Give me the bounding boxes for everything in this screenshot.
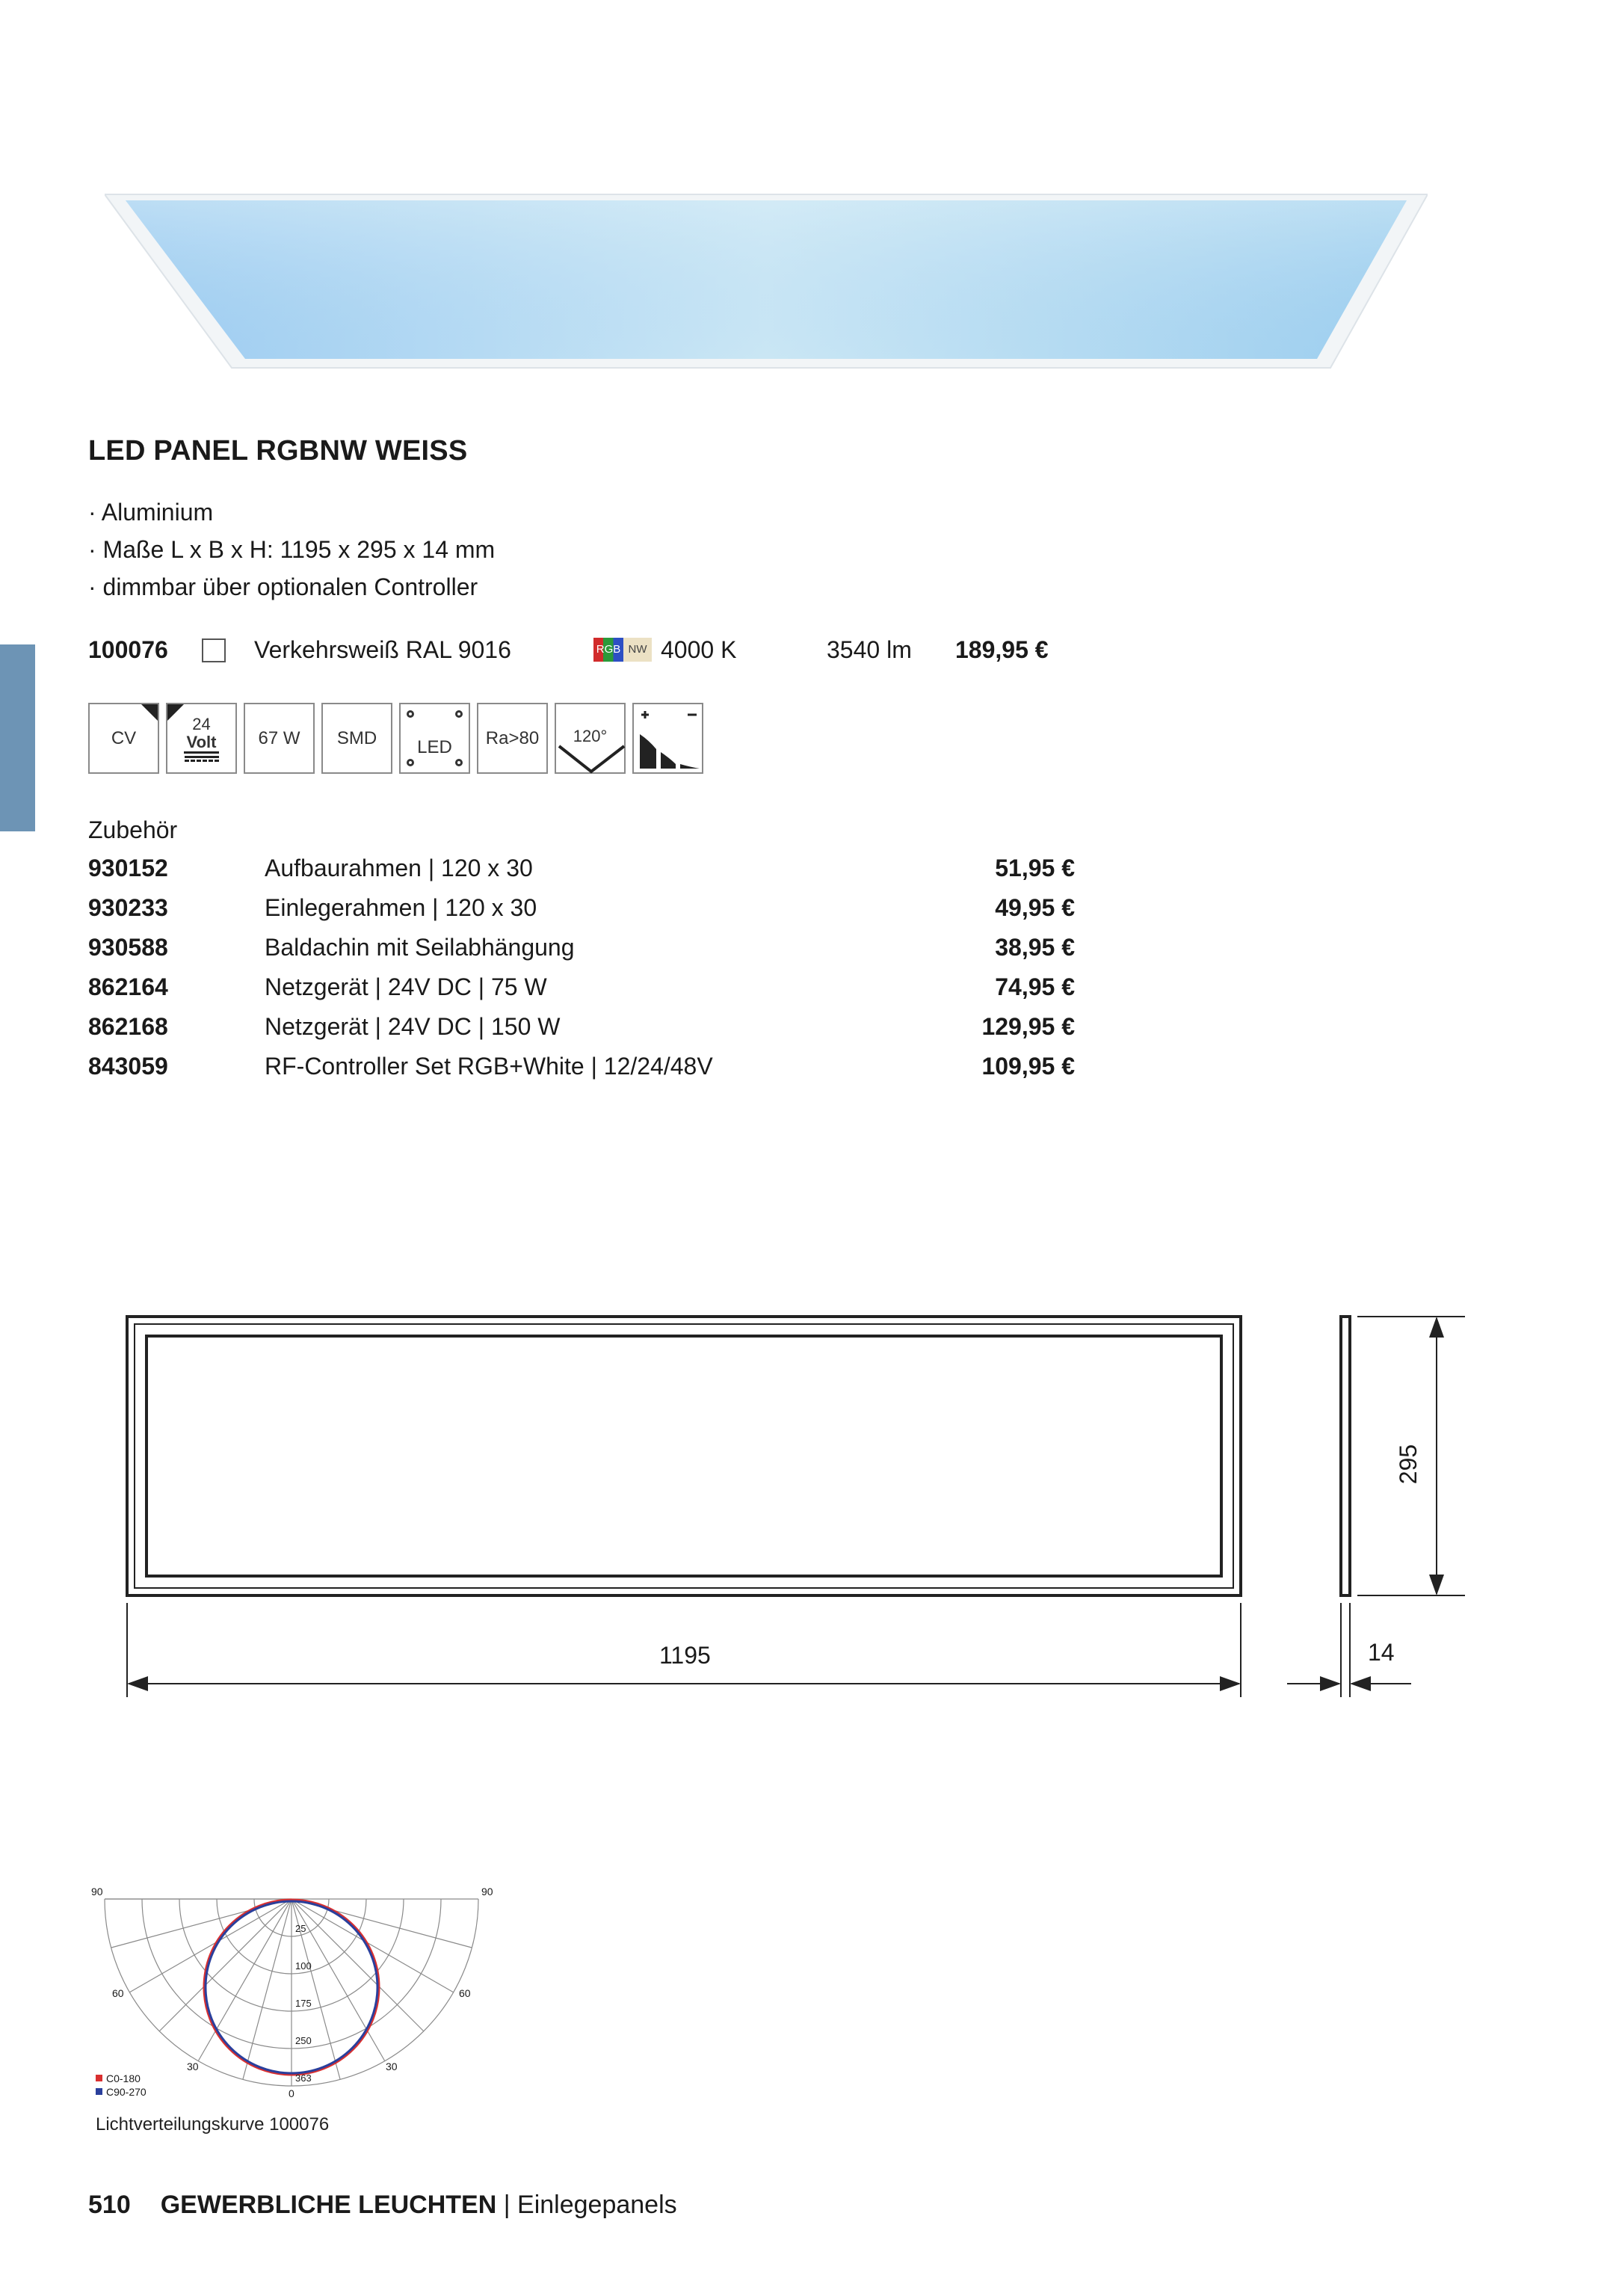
table-row: 862168 Netzgerät | 24V DC | 150 W 129,95 € — [88, 1013, 1075, 1040]
radial-label: 363 — [295, 2072, 312, 2084]
accessories-table — [88, 849, 1075, 1086]
color-temperature: 4000 K — [661, 636, 737, 663]
table-row: 843059 RF-Controller Set RGB+White | 12/24/48V 109,95 € — [88, 1053, 1075, 1080]
table-row: 930588 Baldachin mit Seilabhängung 38,95 € — [88, 934, 1075, 961]
legend-label: C90-270 — [106, 2086, 146, 2098]
rgbnw-badge — [593, 638, 652, 662]
nw-badge: NW — [623, 638, 652, 662]
product-title: LED PANEL RGBNW WEISS — [88, 435, 468, 467]
radial-label: 250 — [295, 2035, 312, 2046]
radial-label: 175 — [295, 1998, 312, 2009]
variant-row — [88, 631, 1060, 668]
led-icon: LED — [399, 703, 470, 774]
dimension-width: 295 — [1395, 1444, 1422, 1485]
dimension-length: 1195 — [659, 1642, 711, 1669]
page-number: 510 — [88, 2191, 131, 2219]
angle-label: 60 — [459, 1987, 471, 1999]
price: 189,95 € — [955, 636, 1049, 663]
smd-icon: SMD — [321, 703, 392, 774]
angle-label: 90 — [481, 1886, 493, 1898]
rgb-badge: RGB — [593, 638, 623, 662]
footer-separator: | — [496, 2191, 518, 2219]
radial-label: 25 — [295, 1923, 306, 1934]
angle-label: 30 — [386, 2060, 398, 2072]
feature-list — [88, 493, 495, 606]
sidebar-tab — [0, 644, 35, 831]
table-row: 862164 Netzgerät | 24V DC | 75 W 74,95 € — [88, 973, 1075, 1000]
cv-icon: CV — [88, 703, 159, 774]
diagram-caption: Lichtverteilungskurve 100076 — [96, 2114, 330, 2135]
spec-icons — [88, 703, 703, 776]
accessories-heading: Zubehör — [88, 816, 178, 843]
feature-item: · dimmbar über optionalen Controller — [88, 573, 478, 600]
footer-section: GEWERBLICHE LEUCHTEN — [160, 2191, 497, 2219]
feature-item: · Maße L x B x H: 1195 x 295 x 14 mm — [88, 536, 496, 563]
color-name: Verkehrsweiß RAL 9016 — [254, 636, 511, 663]
light-distribution-diagram — [82, 1884, 501, 2108]
power-icon: 67 W — [244, 703, 315, 774]
angle-label: 30 — [187, 2060, 199, 2072]
footer-subsection: Einlegepanels — [517, 2191, 677, 2219]
ra-icon: Ra>80 — [477, 703, 548, 774]
technical-drawing — [0, 1301, 1607, 1705]
page-footer — [88, 2191, 677, 2220]
radial-label: 100 — [295, 1960, 312, 1972]
angle-label: 90 — [91, 1886, 103, 1898]
article-number: 100076 — [88, 636, 168, 663]
dimmable-icon — [632, 703, 703, 774]
table-row: 930233 Einlegerahmen | 120 x 30 49,95 € — [88, 894, 1075, 921]
luminous-flux: 3540 lm — [827, 636, 912, 663]
legend-label: C0-180 — [106, 2072, 141, 2084]
volt-24-icon: 24 Volt — [166, 703, 237, 774]
table-row: 930152 Aufbaurahmen | 120 x 30 51,95 € — [88, 855, 1075, 881]
product-image — [105, 193, 1428, 369]
color-swatch — [202, 638, 226, 662]
angle-label: 0 — [289, 2087, 294, 2099]
beam-angle-icon: 120° — [555, 703, 626, 774]
angle-label: 60 — [112, 1987, 124, 1999]
dimension-height: 14 — [1368, 1639, 1395, 1666]
feature-item: · Aluminium — [88, 499, 214, 526]
